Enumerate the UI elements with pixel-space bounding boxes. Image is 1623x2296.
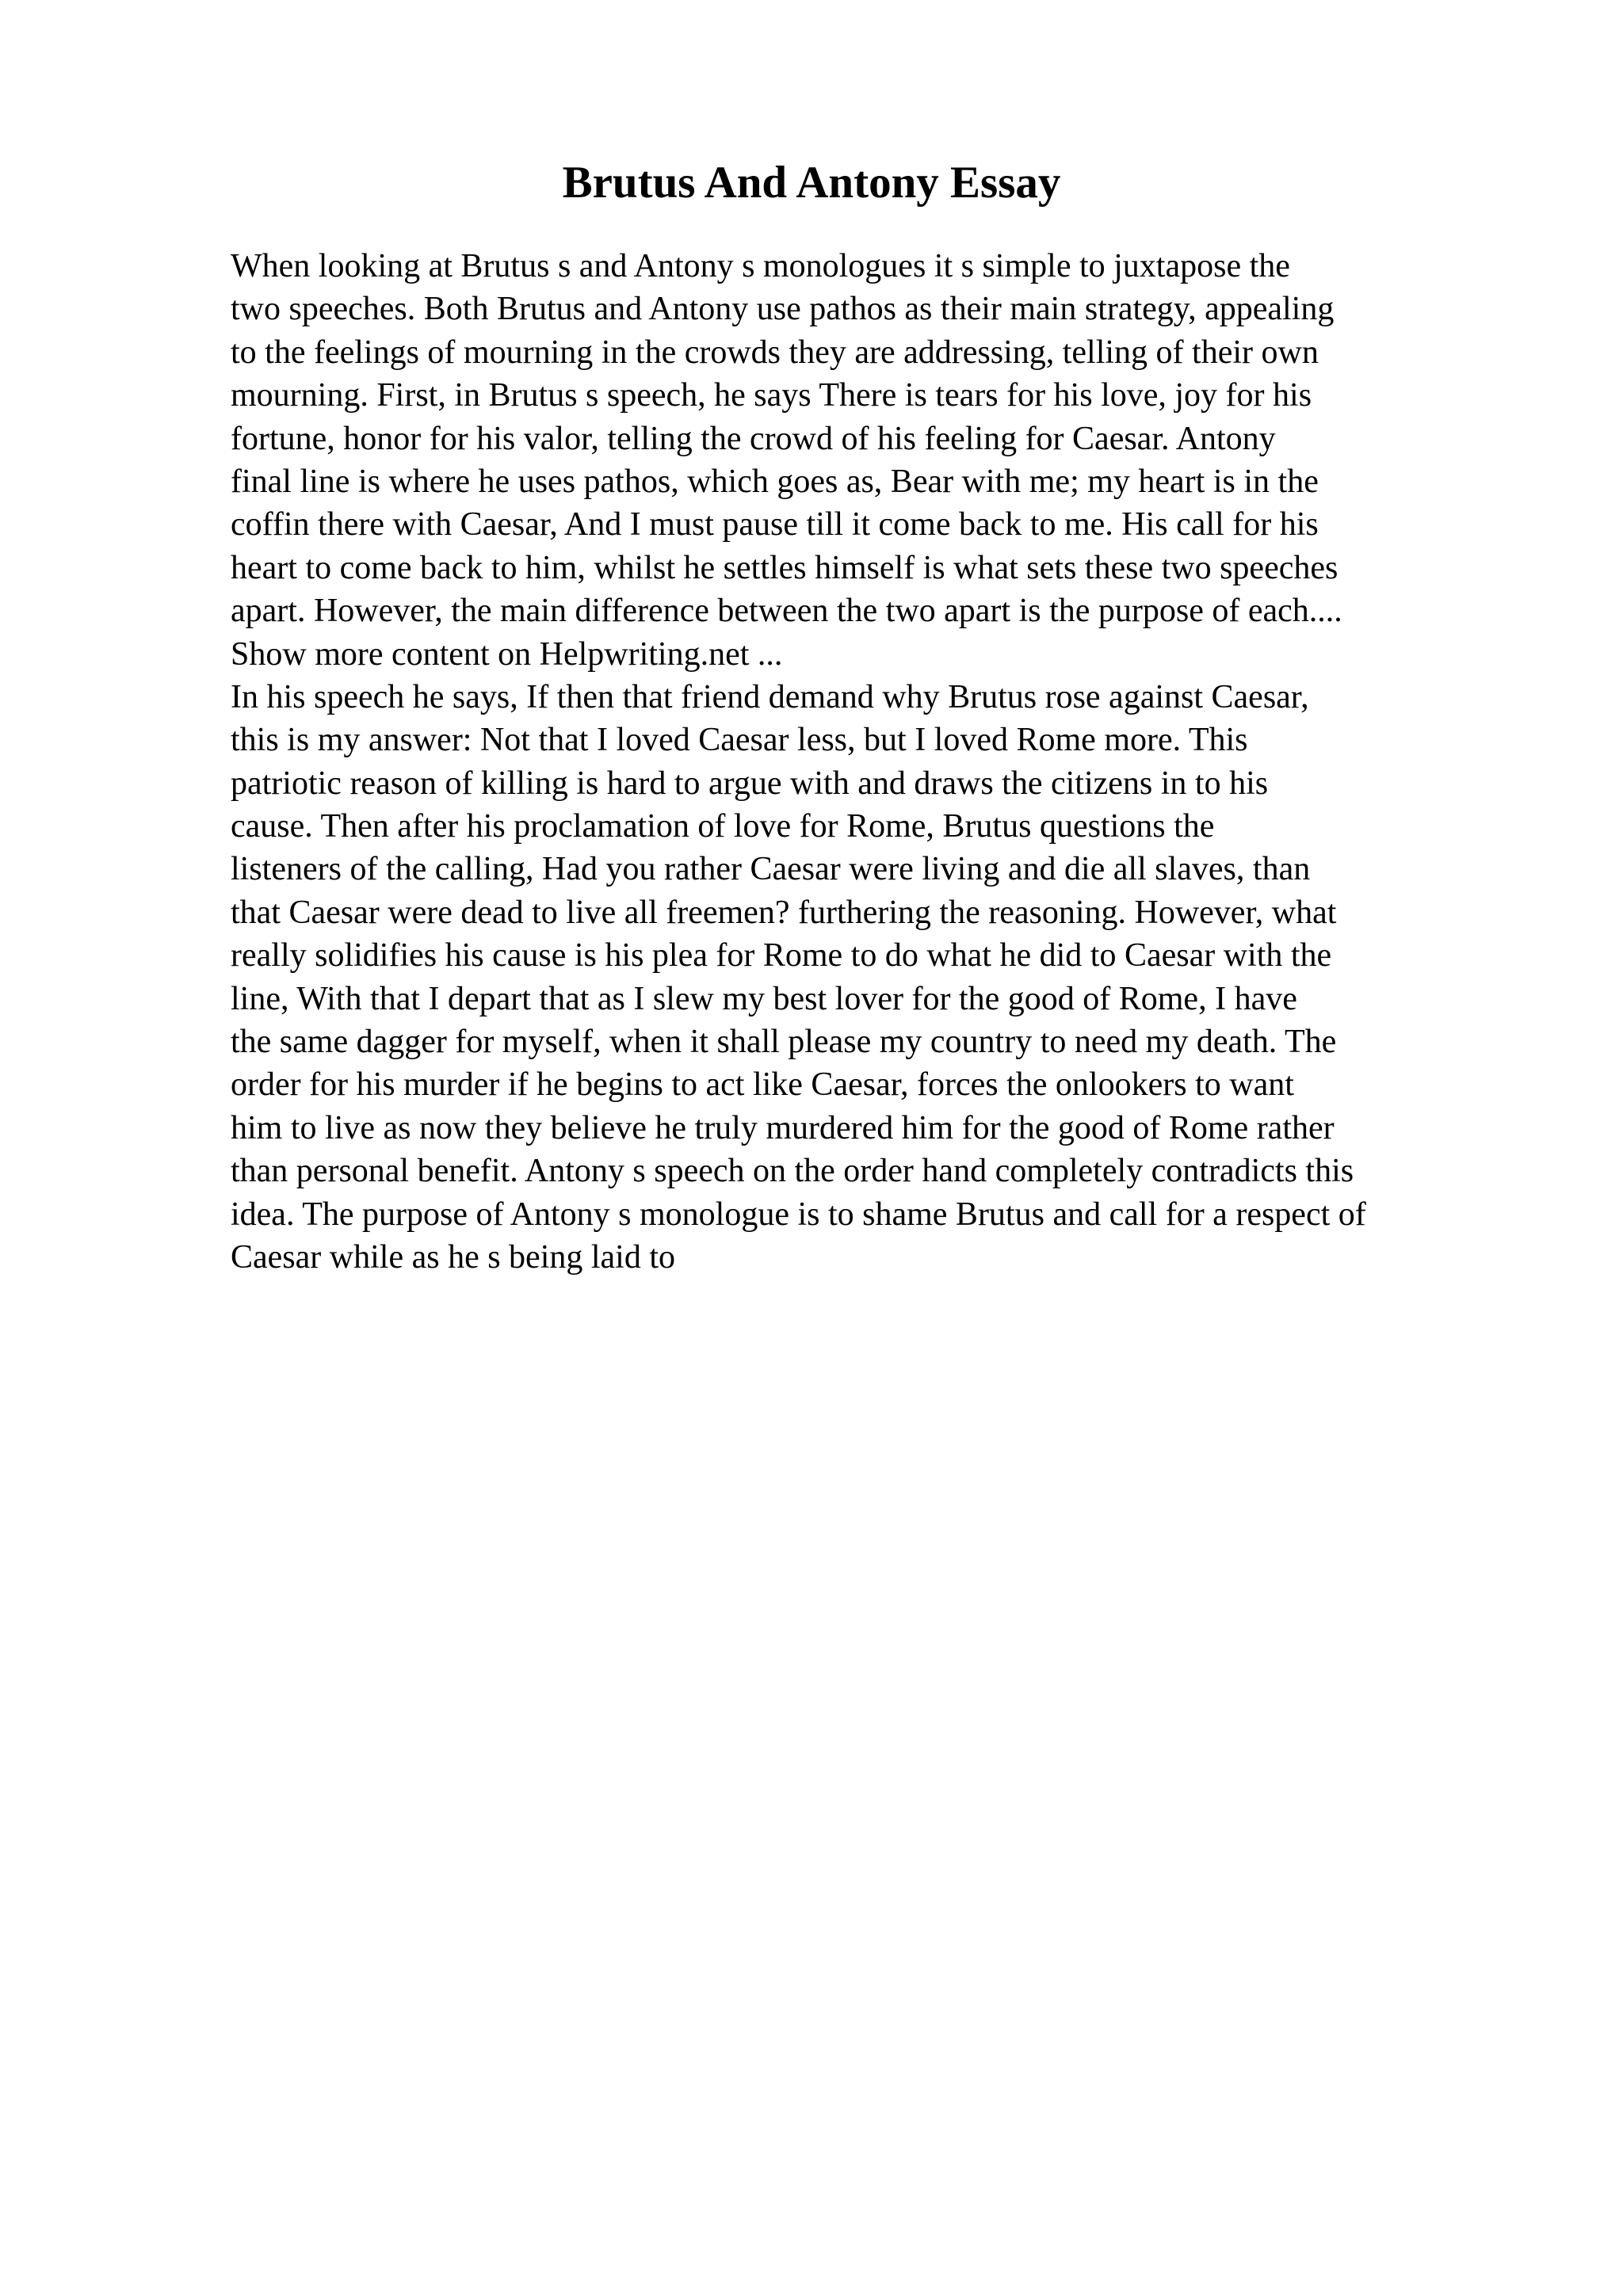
document-title: Brutus And Antony Essay — [562, 158, 1061, 208]
text-line: that Caesar were dead to live all freemen? furthering the reasoning. However, what — [231, 894, 1337, 931]
text-line: than personal benefit. Antony s speech on the order hand completely contradicts this — [231, 1153, 1354, 1190]
text-line: cause. Then after his proclamation of love for Rome, Brutus questions the — [231, 808, 1215, 845]
text-line: patriotic reason of killing is hard to argue with and draws the citizens in to his — [231, 765, 1269, 802]
essay-body — [231, 245, 1578, 1279]
text-line: to the feelings of mourning in the crowds they are addressing, telling of their own — [231, 334, 1319, 371]
text-line: heart to come back to him, whilst he settles himself is what sets these two speeches — [231, 549, 1338, 586]
text-line: mourning. First, in Brutus s speech, he says There is tears for his love, joy for his — [231, 377, 1312, 414]
text-line: this is my answer: Not that I loved Caesar less, but I loved Rome more. This — [231, 722, 1248, 759]
text-line: final line is where he uses pathos, which goes as, Bear with me; my heart is in the — [231, 463, 1319, 500]
text-line: line, With that I depart that as I slew my best lover for the good of Rome, I have — [231, 980, 1297, 1017]
text-line: order for his murder if he begins to act like Caesar, forces the onlookers to want — [231, 1066, 1294, 1104]
text-line: In his speech he says, If then that friend demand why Brutus rose against Caesar, — [231, 678, 1309, 715]
text-line: apart. However, the main difference between the two apart is the purpose of each.... — [231, 593, 1342, 630]
text-line: listeners of the calling, Had you rather Caesar were living and die all slaves, than — [231, 851, 1311, 888]
text-line: fortune, honor for his valor, telling the crowd of his feeling for Caesar. Antony — [231, 420, 1276, 457]
text-line: two speeches. Both Brutus and Antony use pathos as their main strategy, appealing — [231, 291, 1335, 328]
show-more-link[interactable]: Show more content on Helpwriting.net ... — [231, 635, 783, 673]
text-line: idea. The purpose of Antony s monologue is to shame Brutus and call for a respect of — [231, 1196, 1366, 1233]
text-line: coffin there with Caesar, And I must pause till it come back to me. His call for his — [231, 506, 1319, 543]
text-line: Caesar while as he s being laid to — [231, 1238, 676, 1276]
text-line: him to live as now they believe he truly murdered him for the good of Rome rather — [231, 1109, 1335, 1146]
text-line: When looking at Brutus s and Antony s monologues it s simple to juxtapose the — [231, 248, 1290, 284]
text-line: really solidifies his cause is his plea for Rome to do what he did to Caesar with the — [231, 937, 1332, 974]
text-line: the same dagger for myself, when it shall please my country to need my death. The — [231, 1024, 1337, 1061]
